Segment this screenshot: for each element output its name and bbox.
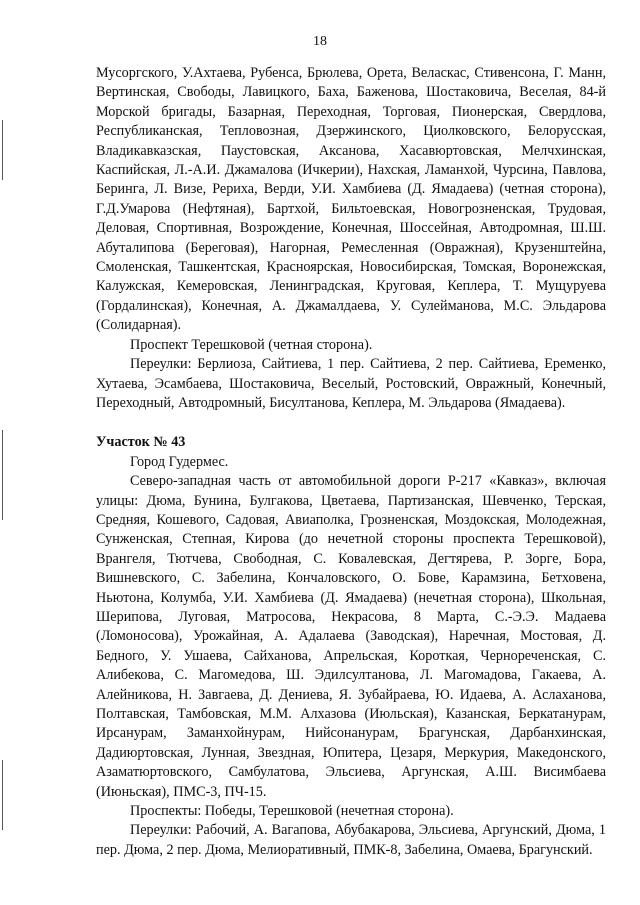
paragraph-prospects-43: Проспекты: Победы, Терешковой (нечетная сторона). — [130, 803, 454, 820]
bottom-block — [96, 453, 606, 861]
scan-artifact — [2, 430, 3, 520]
paragraph-lanes-43: Переулки: Рабочий, А. Вагапова, Абубакарова, Эльсиева, Аргунский, Дюма, 1 пер. Дюма, 2 пер. Дюма, Мелиоративный, ПМК-8, Забелина, Омаева, Брагунский. — [96, 822, 606, 858]
paragraph-city: Город Гудермес. — [130, 453, 229, 470]
paragraph-streets-continued: Мусоргского, У.Ахтаева, Рубенса, Брюлева, Орета, Веласкас, Стивенсона, Г. Манн, Вертинская, Свободы, Лавицкого, Баха, Баженова, Шостаковича, Веселая, 84-й Морской бригады, Базарная, Переходная, Торговая, Пионерская, Свердлова, Республиканская, Тепловозная, Дзержинского, Циолковского, Белорусская, Владикавказская, Паустовская, Аксанова, Хасавюртовская, Мелчхинская, Каспийская, Л.-А.И. Джамалова (Ичкерии), Нахская, Ламанхой, Чурсина, Павлова, Беринга, Л. Визе, Рериха, Верди, У.И. Хамбиева (Д. Ямадаева) (четная сторона), Г.Д.Умарова (Нефтяная), Бартхой, Бильтоевская, Новогрозненская, Трудовая, Деловая, Спортивная, Возрождение, Конечная, Шоссейная, Автодромная, Ш.Ш. Абуталипова (Береговая), Нагорная, Ремесленная (Овражная), Крузенштейна, Смоленская, Ташкентская, Красноярская, Новосибирская, Томская, Воронежская, Калужская, Кемеровская, Ленинградская, Круговая, Кеплера, Т. Мущуруева (Гордалинская), Конечная, А. Джамалдаева, У. Сулейманова, М.С. Эльдарова (Солидарная). — [96, 65, 606, 334]
paragraph-streets-43: Северо-западная часть от автомобильной дороги Р-217 «Кавказ», включая улицы: Дюма, Бунина, Булгакова, Цветаева, Партизанская, Шевченко, Терская, Средняя, Кошевого, Садовая, Авиаполка, Грозненская, Моздокская, Молодежная, Сунженская, Степная, Кирова (до нечетной стороны проспекта Терешковой), Врангеля, Тютчева, Свободная, С. Ковалевская, Дегтярева, Р. Зорге, Бора, Вишневского, С. Забелина, Кончаловского, О. Бове, Карамзина, Бетховена, Ньютона, Колумба, У.И. Хамбиева (Д. Ямадаева) (нечетная сторона), Школьная, Шерипова, Луговая, Матросова, Некрасова, 8 Марта, С.-Э.Э. Мадаева (Ломоносова), Урожайная, А. Адалаева (Заводская), Наречная, Мостовая, Д. Бедного, У. Ушаева, Сайханова, Апрельская, Короткая, Чернореченская, С. Алибекова, С. Магомедова, Ш. Эдилсултанова, Л. Магомадова, Гакаева, А. Алейникова, Н. Завгаева, Д. Дениева, Я. Зубайраева, Ю. Идаева, А. Аслаханова, Полтавская, Тамбовская, М.М. Алхазова (Июльская), Казанская, Беркатанурам, Ирсанурам, Заманхойнурам, Нийсонанурам, Брагунская, Дарбанхинская, Дадиюртовская, Лунная, Звездная, Юпитера, Цезаря, Меркурия, Македонского, Азаматюртовского, Самбулатова, Эльсиева, Аргунская, А.Ш. Висимбаева (Июньская), ПМС-3, ПЧ-15. — [96, 473, 606, 800]
page-number: 18 — [313, 34, 327, 49]
paragraph-prospect-1: Проспект Терешковой (четная сторона). — [130, 336, 373, 353]
document-body — [96, 64, 606, 860]
section-title: Участок № 43 — [96, 434, 186, 451]
scan-artifact — [2, 120, 3, 180]
top-block — [96, 64, 606, 413]
scan-artifact — [2, 760, 3, 830]
paragraph-lanes-1: Переулки: Берлиоза, Сайтиева, 1 пер. Сайтиева, 2 пер. Сайтиева, Еременко, Хутаева, Эсамбаева, Шостаковича, Веселый, Ростовский, Овражный, Конечный, Переходный, Автодромный, Бисултанова, Кеплера, М. Эльдарова (Ямадаева). — [96, 356, 606, 411]
